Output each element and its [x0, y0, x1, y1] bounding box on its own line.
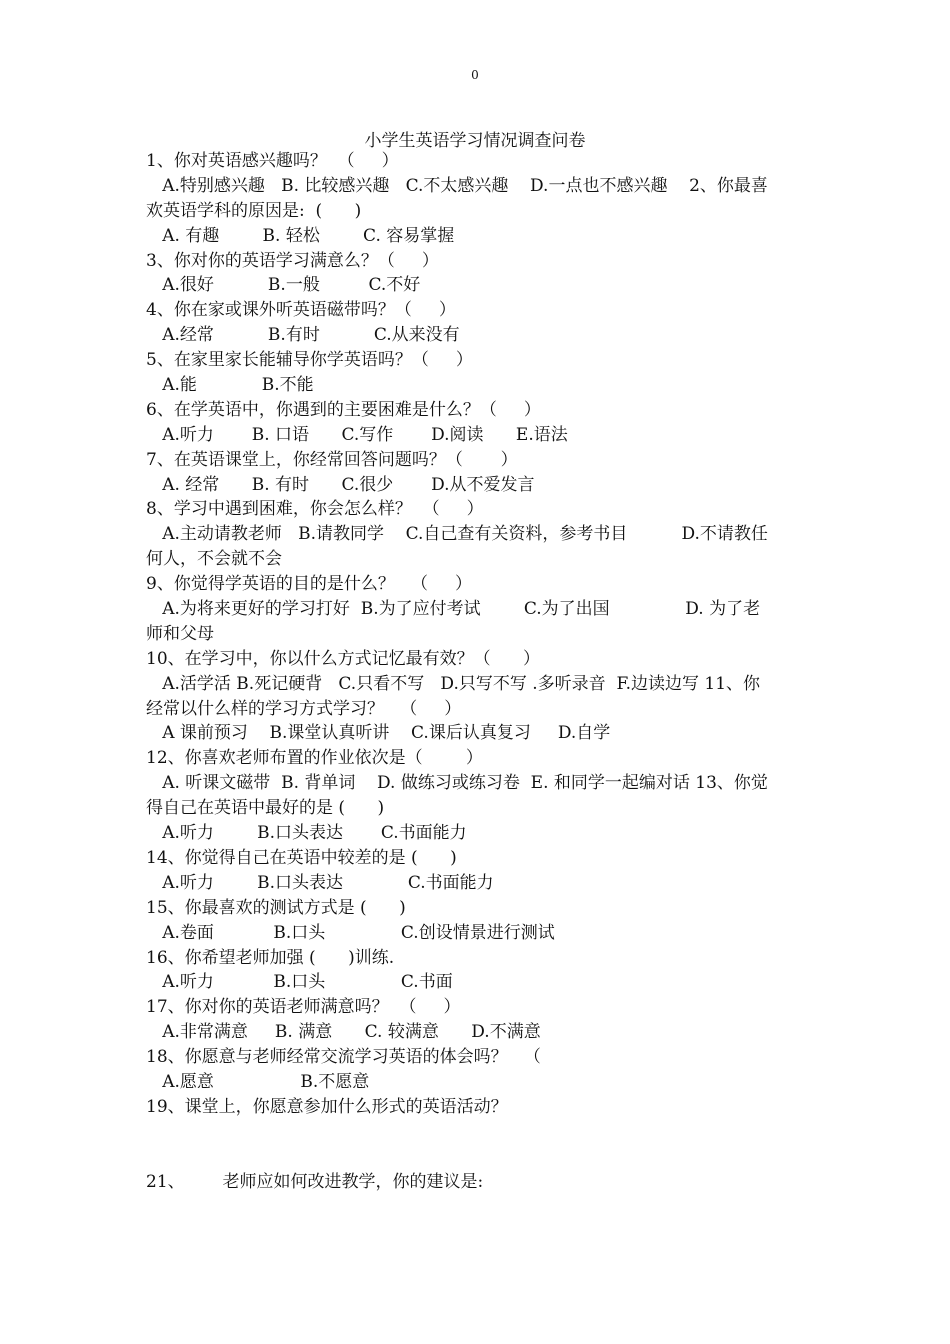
question-7: 7、在英语课堂上，你经常回答问题吗？（ ）	[146, 449, 518, 470]
options-18: A.愿意 B.不愿意	[146, 1071, 370, 1092]
options-7: A. 经常 B. 有时 C.很少 D.从不爱发言	[146, 474, 535, 495]
page-number: 0	[471, 68, 479, 82]
question-1: 1、你对英语感兴趣吗？ （ ）	[146, 151, 399, 171]
question-9: 9、你觉得学英语的目的是什么？ （ ）	[146, 574, 473, 595]
question-13-cont: 得自己在英语中最好的是 ( )	[146, 798, 385, 819]
options-2: A. 有趣 B. 轻松 C. 容易掌握	[146, 225, 455, 246]
options-14: A.听力 B.口头表达 C.书面能力	[146, 872, 494, 893]
options-1-with-question-2: A.特别感兴趣 B. 比较感兴趣 C.不太感兴趣 D.一点也不感兴趣 2、你最喜	[146, 175, 768, 196]
options-11: A 课前预习 B.课堂认真听讲 C.课后认真复习 D.自学	[146, 723, 611, 744]
options-13: A.听力 B.口头表达 C.书面能力	[146, 823, 467, 844]
options-3: A.很好 B.一般 C.不好	[146, 275, 421, 296]
question-5: 5、在家里家长能辅导你学英语吗？（ ）	[146, 350, 473, 371]
options-5: A.能 B.不能	[146, 375, 314, 396]
questionnaire-body	[146, 149, 810, 1194]
question-21: 21、 老师应如何改进教学，你的建议是:	[146, 1171, 484, 1192]
question-16: 16、你希望老师加强 ( )训练.	[146, 947, 395, 968]
options-6: A.听力 B. 口语 C.写作 D.阅读 E.语法	[146, 424, 568, 445]
question-17: 17、你对你的英语老师满意吗？ （ ）	[146, 997, 461, 1018]
options-17: A.非常满意 B. 满意 C. 较满意 D.不满意	[146, 1022, 541, 1043]
options-8-cont: 何人，不会就不会	[146, 549, 282, 570]
question-12: 12、你喜欢老师布置的作业依次是（ ）	[146, 748, 483, 769]
options-12-with-question-13: A. 听课文磁带 B. 背单词 D. 做练习或练习卷 E. 和同学一起编对话 13、你觉	[146, 773, 768, 794]
question-10: 10、在学习中，你以什么方式记忆最有效？（ ）	[146, 648, 541, 669]
options-15: A.卷面 B.口头 C.创设情景进行测试	[146, 922, 555, 943]
question-6: 6、在学英语中，你遇到的主要困难是什么？（ ）	[146, 399, 541, 420]
question-4: 4、你在家或课外听英语磁带吗？（ ）	[146, 300, 456, 321]
question-2-cont: 欢英语学科的原因是: ( )	[146, 200, 362, 221]
options-8: A.主动请教老师 B.请教同学 C.自己查有关资料，参考书目 D.不请教任	[146, 524, 768, 545]
question-19: 19、课堂上，你愿意参加什么形式的英语活动？	[146, 1096, 508, 1117]
options-10-with-question-11: A.活学活 B.死记硬背 C.只看不写 D.只写不写 .多听录音 F.边读边写 11、你	[146, 673, 761, 694]
question-14: 14、你觉得自己在英语中较差的是 ( )	[146, 847, 457, 868]
options-9-cont: 师和父母	[146, 623, 214, 644]
question-18: 18、你愿意与老师经常交流学习英语的体会吗？ （	[146, 1047, 541, 1068]
question-11-cont: 经常以什么样的学习方式学习？ （ ）	[146, 698, 462, 719]
question-15: 15、你最喜欢的测试方式是 ( )	[146, 897, 406, 918]
blank-space	[146, 1120, 810, 1170]
options-16: A.听力 B.口头 C.书面	[146, 972, 453, 993]
question-3: 3、你对你的英语学习满意么？（ ）	[146, 250, 439, 271]
options-9: A.为将来更好的学习打好 B.为了应付考试 C.为了出国 D. 为了老	[146, 599, 761, 620]
questionnaire-title: 小学生英语学习情况调查问卷	[364, 131, 586, 151]
options-4: A.经常 B.有时 C.从来没有	[146, 325, 460, 346]
question-8: 8、学习中遇到困难，你会怎么样？ （ ）	[146, 499, 484, 520]
